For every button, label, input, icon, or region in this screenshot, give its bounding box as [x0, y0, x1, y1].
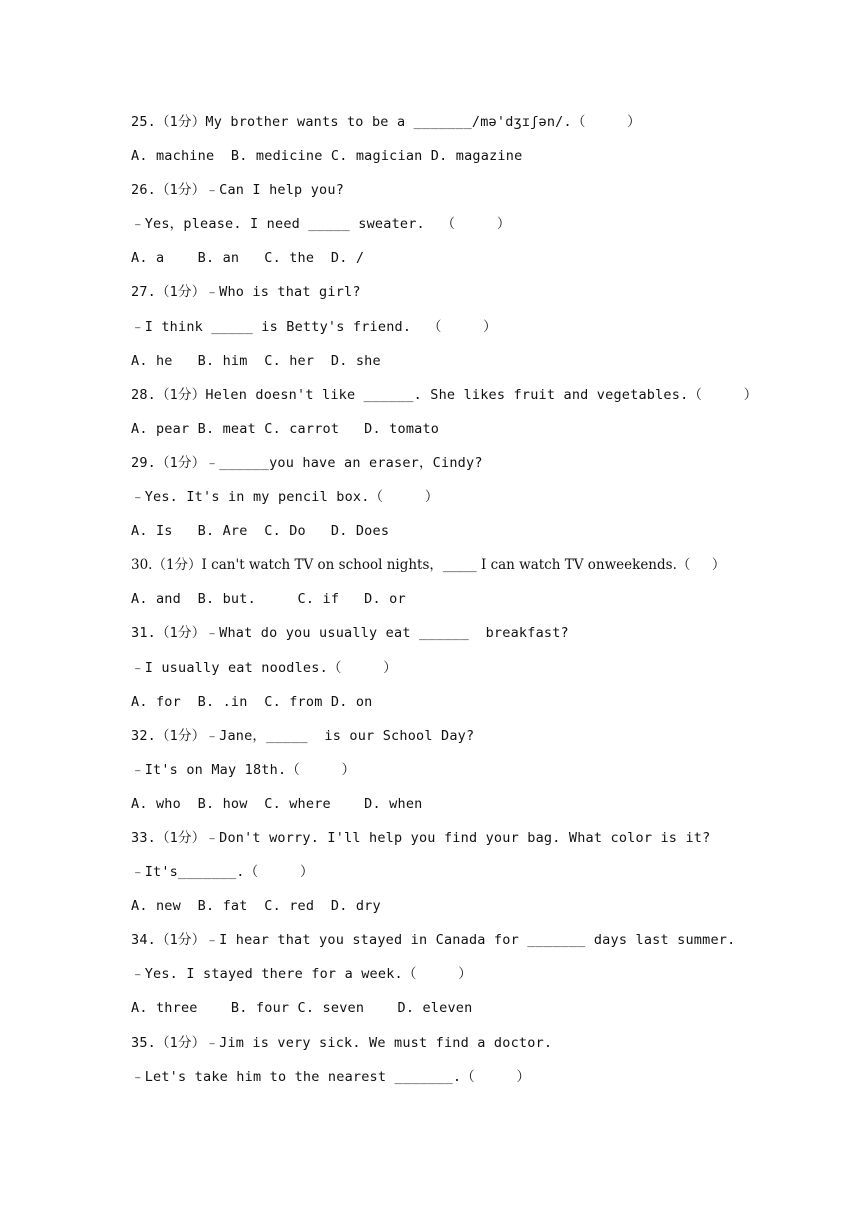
- question-27: 27.（1分）﹣Who is that girl?: [131, 284, 361, 301]
- dialogue-35: ﹣Let's take him to the nearest _______.（ ）: [131, 1068, 531, 1085]
- options-29: A. Is B. Are C. Do D. Does: [131, 523, 390, 540]
- dialogue-29: ﹣Yes. It's in my pencil box.（ ）: [131, 489, 439, 506]
- dialogue-27: ﹣I think _____ is Betty's friend. （ ）: [131, 318, 497, 335]
- options-27: A. he B. him C. her D. she: [131, 352, 381, 369]
- question-26: 26.（1分）﹣Can I help you?: [131, 182, 345, 199]
- question-33: 33.（1分）﹣Don't worry. I'll help you find your bag. What color is it?: [131, 829, 711, 846]
- options-34: A. three B. four C. seven D. eleven: [131, 1000, 473, 1017]
- question-28: 28.（1分）Helen doesn't like ______. She likes fruit and vegetables.（ ）: [131, 386, 758, 403]
- options-26: A. a B. an C. the D. /: [131, 250, 365, 267]
- options-31: A. for B. .in C. from D. on: [131, 693, 373, 710]
- question-32: 32.（1分）﹣Jane，_____ is our School Day?: [131, 727, 475, 744]
- dialogue-34: ﹣Yes. I stayed there for a week.（ ）: [131, 966, 472, 983]
- options-32: A. who B. how C. where D. when: [131, 795, 423, 812]
- question-35: 35.（1分）﹣Jim is very sick. We must find a doctor.: [131, 1034, 553, 1051]
- question-34: 34.（1分）﹣I hear that you stayed in Canada for _______ days last summer.: [131, 932, 736, 949]
- dialogue-32: ﹣It's on May 18th.（ ）: [131, 761, 356, 778]
- question-30: 30.（1分）I can't watch TV on school nights，_____ I can watch TV onweekends.（ ）: [131, 557, 726, 574]
- dialogue-33: ﹣It's_______.（ ）: [131, 864, 314, 881]
- options-28: A. pear B. meat C. carrot D. tomato: [131, 420, 440, 437]
- question-31: 31.（1分）﹣What do you usually eat ______ breakfast?: [131, 625, 569, 642]
- dialogue-31: ﹣I usually eat noodles.（ ）: [131, 659, 397, 676]
- dialogue-26: ﹣Yes，please. I need _____ sweater. （ ）: [131, 216, 511, 233]
- options-33: A. new B. fat C. red D. dry: [131, 898, 381, 915]
- question-25: 25.（1分）My brother wants to be a _______/mə'dʒɪʃən/.（ ）: [131, 114, 641, 130]
- exam-page: [131, 110, 831, 1099]
- question-29: 29.（1分）﹣______you have an eraser，Cindy?: [131, 454, 483, 471]
- options-25: A. machine B. medicine C. magician D. magazine: [131, 148, 523, 165]
- options-30: A. and B. but. C. if D. or: [131, 591, 406, 608]
